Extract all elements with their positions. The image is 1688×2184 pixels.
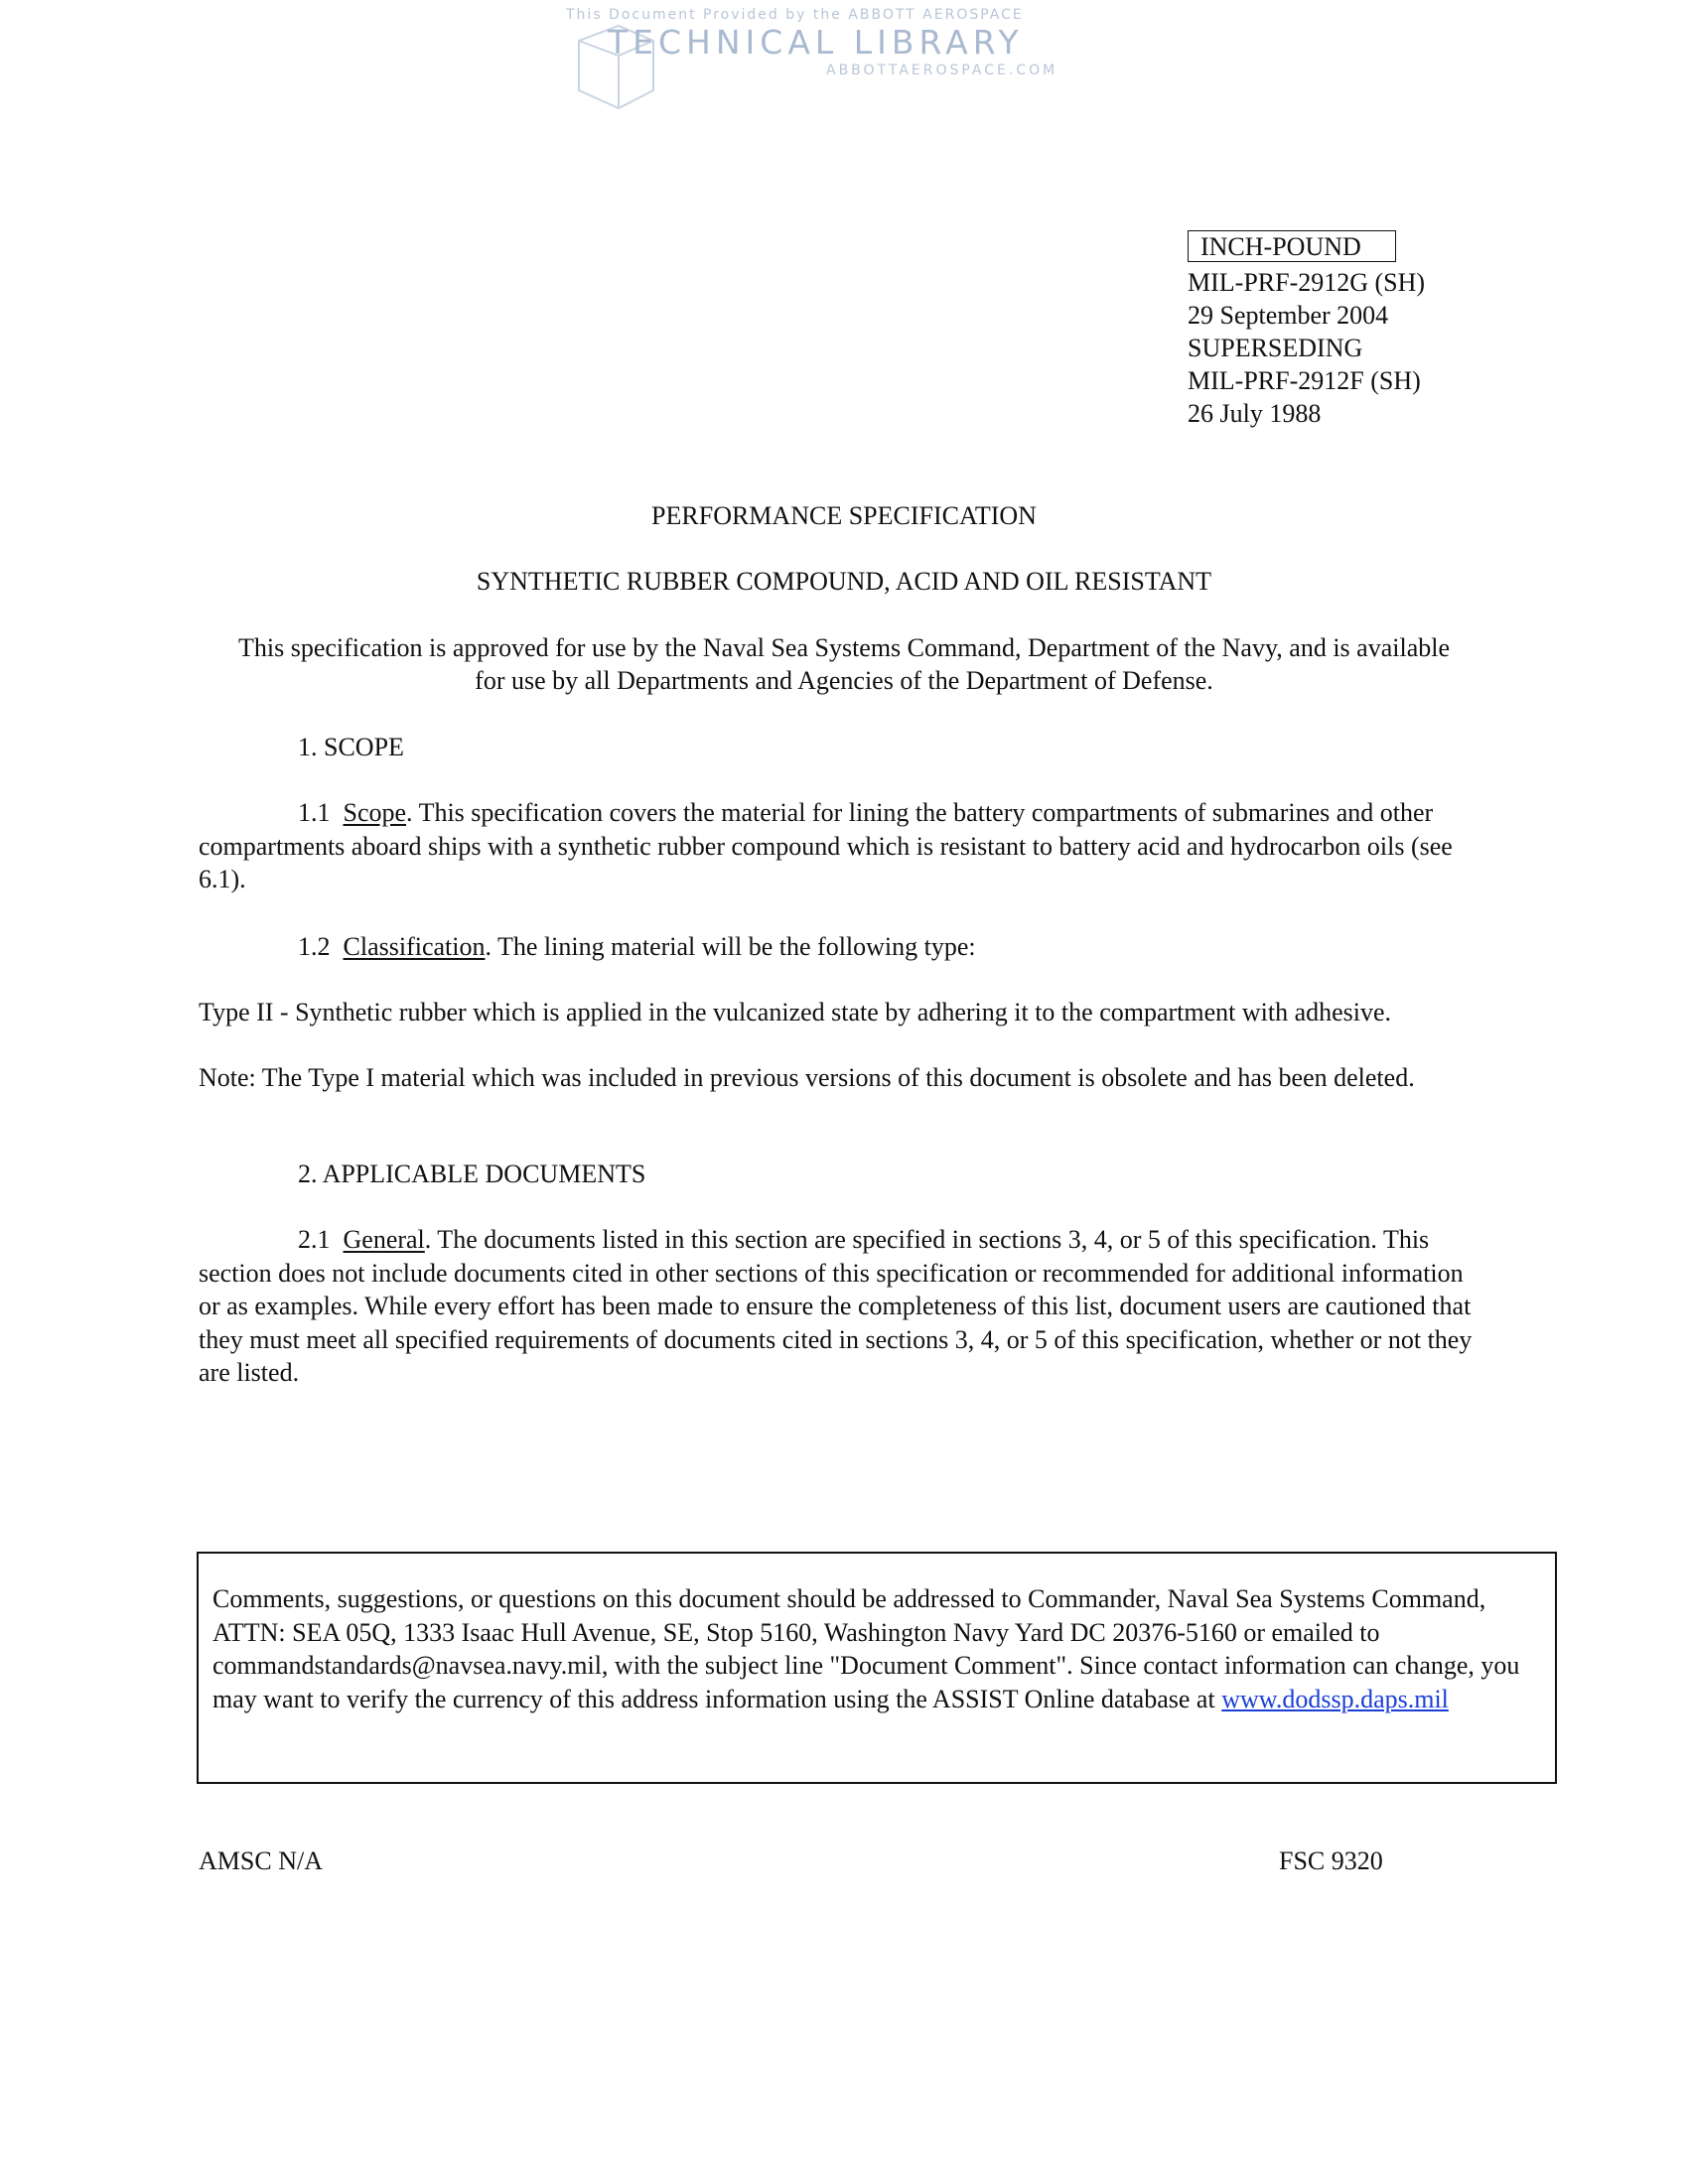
para-title: Scope: [343, 798, 407, 827]
old-doc-number: MIL-PRF-2912F (SH): [1188, 366, 1421, 395]
watermark-logo: [566, 5, 1082, 114]
note-paragraph: Note: The Type I material which was included in previous versions of this document is obsolete and has been deleted.: [199, 1063, 1415, 1092]
watermark-line3: ABBOTTAEROSPACE.COM: [826, 63, 1058, 78]
section1-heading: 1. SCOPE: [298, 733, 404, 761]
comments-body: Comments, suggestions, or questions on this document should be addressed to Commander, Naval Sea Systems Command, ATTN: SEA 05Q, 1333 Isaac Hull Avenue, SE, Stop 5160, Washington Navy Yard DC 20376-5160 or emailed to commandstandards@navsea.navy.mil, with the subject line "Document Comment". Since contact information can change, you may want to verify the currency of this address information using the ASSIST Online database at: [212, 1584, 1520, 1713]
fsc-label: FSC 9320: [1279, 1846, 1383, 1875]
superseding-label: SUPERSEDING: [1188, 334, 1363, 362]
type-ii-definition: Type II - Synthetic rubber which is applied in the vulcanized state by adhering it to the compartment with adhesive.: [199, 998, 1392, 1026]
amsc-label: AMSC N/A: [199, 1846, 323, 1875]
para-title: General: [343, 1225, 425, 1254]
comments-text: [212, 1582, 1548, 1715]
paragraph-1-2: [199, 930, 1489, 964]
spec-subject-title: SYNTHETIC RUBBER COMPOUND, ACID AND OIL RESISTANT: [476, 567, 1212, 596]
inch-pound-box: INCH-POUND: [1188, 230, 1396, 262]
para-number: 2.1: [298, 1225, 331, 1254]
para-body: . The lining material will be the following type:: [485, 932, 976, 961]
paragraph-1-1: [199, 796, 1489, 896]
spec-type-title: PERFORMANCE SPECIFICATION: [651, 501, 1037, 530]
para-number: 1.2: [298, 932, 331, 961]
doc-date: 29 September 2004: [1188, 301, 1389, 330]
para-body: . The documents listed in this section are specified in sections 3, 4, or 5 of this specification. This section does not include documents cited in other sections of this specification or recommended for additional information or as examples. While every effort has been made to ensure the completeness of this list, document users are cautioned that they must meet all specified requirements of documents cited in sections 3, 4, or 5 of this specification, whether or not they are listed.: [199, 1225, 1473, 1387]
section2-heading: 2. APPLICABLE DOCUMENTS: [298, 1160, 646, 1188]
assist-online-link[interactable]: www.dodssp.daps.mil: [1221, 1684, 1449, 1713]
paragraph-2-1: [199, 1223, 1489, 1390]
para-body: . This specification covers the material for lining the battery compartments of submarines and other compartments aboard ships with a synthetic rubber compound which is resistant to battery acid and hydrocarbon oils (see 6.1).: [199, 798, 1453, 893]
para-number: 1.1: [298, 798, 331, 827]
watermark-line1: This Document Provided by the ABBOTT AEROSPACE: [566, 7, 1024, 23]
para-title: Classification: [343, 932, 486, 961]
watermark-line2: TECHNICAL LIBRARY: [608, 23, 1024, 62]
doc-number: MIL-PRF-2912G (SH): [1188, 268, 1426, 297]
old-doc-date: 26 July 1988: [1188, 399, 1322, 428]
approval-statement: This specification is approved for use by the Naval Sea Systems Command, Department of the Navy, and is available for use by all Departments and Agencies of the Department of Defense.: [238, 633, 1450, 695]
